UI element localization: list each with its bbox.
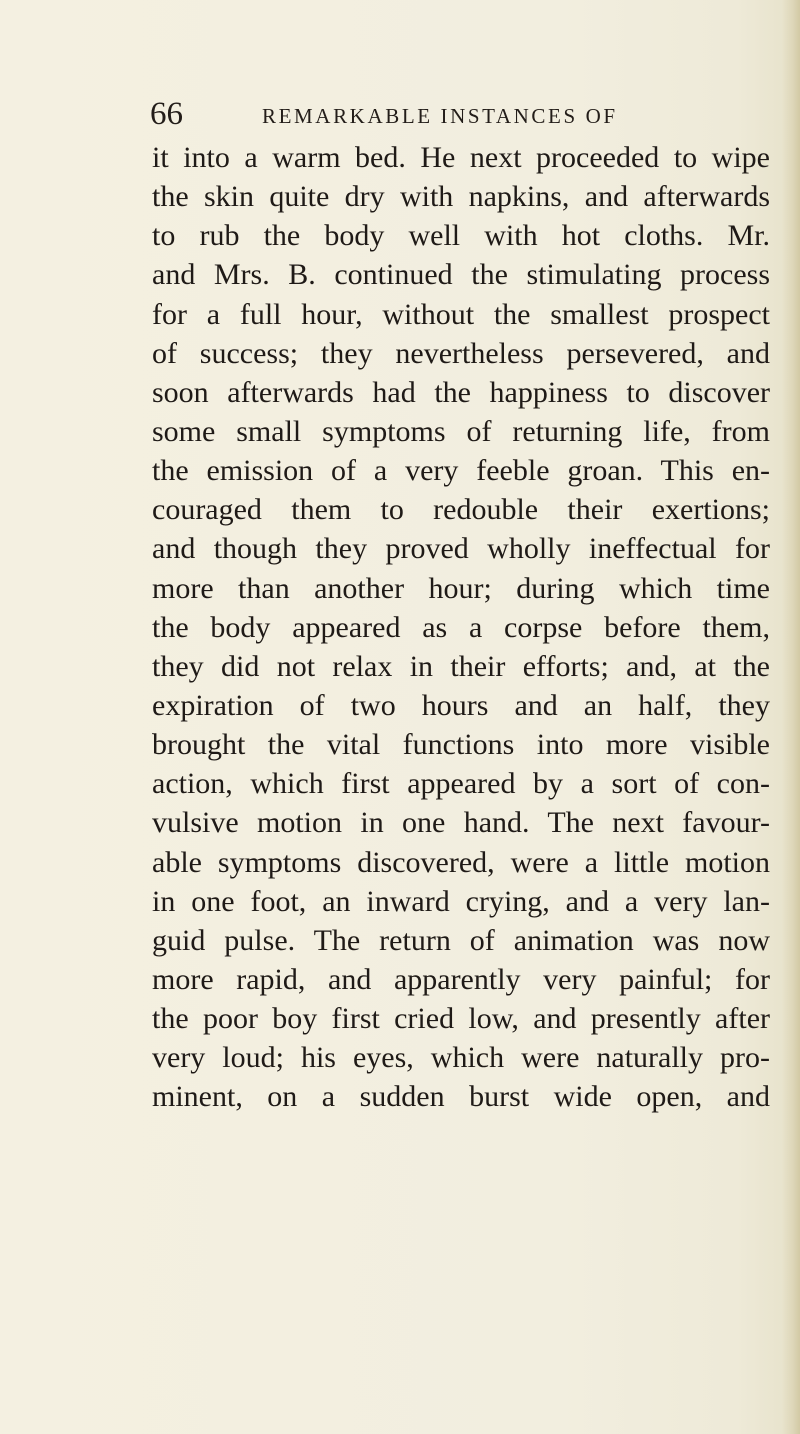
text-line: very loud; his eyes, which were naturally pro- bbox=[152, 1041, 770, 1075]
text-line: some small symptoms of returning life, from bbox=[152, 414, 770, 448]
text-line: able symptoms discovered, were a little motion bbox=[152, 845, 770, 879]
text-line: and though they proved wholly ineffectual for bbox=[152, 532, 770, 566]
page-number: 66 bbox=[150, 96, 183, 132]
running-head bbox=[150, 92, 770, 136]
text-line: minent, on a sudden burst wide open, and bbox=[152, 1080, 770, 1114]
text-line: in one foot, an inward crying, and a very lan- bbox=[152, 884, 770, 918]
text-line: to rub the body well with hot cloths. Mr. bbox=[152, 219, 770, 253]
text-line: the body appeared as a corpse before them, bbox=[152, 610, 770, 644]
text-line: the poor boy first cried low, and presently after bbox=[152, 1002, 770, 1036]
text-line: it into a warm bed. He next proceeded to wipe bbox=[152, 141, 770, 174]
text-line: the skin quite dry with napkins, and afterwards bbox=[152, 180, 770, 214]
text-line: the emission of a very feeble groan. This en- bbox=[152, 454, 770, 488]
page-edge-shadow bbox=[782, 0, 800, 1434]
text-line: expiration of two hours and an half, they bbox=[152, 688, 770, 722]
text-line: more than another hour; during which time bbox=[152, 571, 770, 605]
text-line: soon afterwards had the happiness to discover bbox=[152, 375, 770, 409]
running-title: REMARKABLE INSTANCES OF bbox=[262, 104, 618, 128]
text-line: guid pulse. The return of animation was now bbox=[152, 923, 770, 957]
text-line: for a full hour, without the smallest prospect bbox=[152, 297, 770, 331]
text-line: of success; they nevertheless persevered, and bbox=[152, 336, 770, 370]
text-line: brought the vital functions into more visible bbox=[152, 728, 770, 762]
text-line: vulsive motion in one hand. The next favour- bbox=[152, 806, 770, 840]
body-text bbox=[152, 138, 770, 1117]
text-line: couraged them to redouble their exertions; bbox=[152, 493, 770, 527]
text-line: they did not relax in their efforts; and, at the bbox=[152, 649, 770, 683]
text-line: and Mrs. B. continued the stimulating process bbox=[152, 258, 770, 292]
text-line: more rapid, and apparently very painful; for bbox=[152, 962, 770, 996]
text-line: action, which first appeared by a sort of con- bbox=[152, 767, 770, 801]
